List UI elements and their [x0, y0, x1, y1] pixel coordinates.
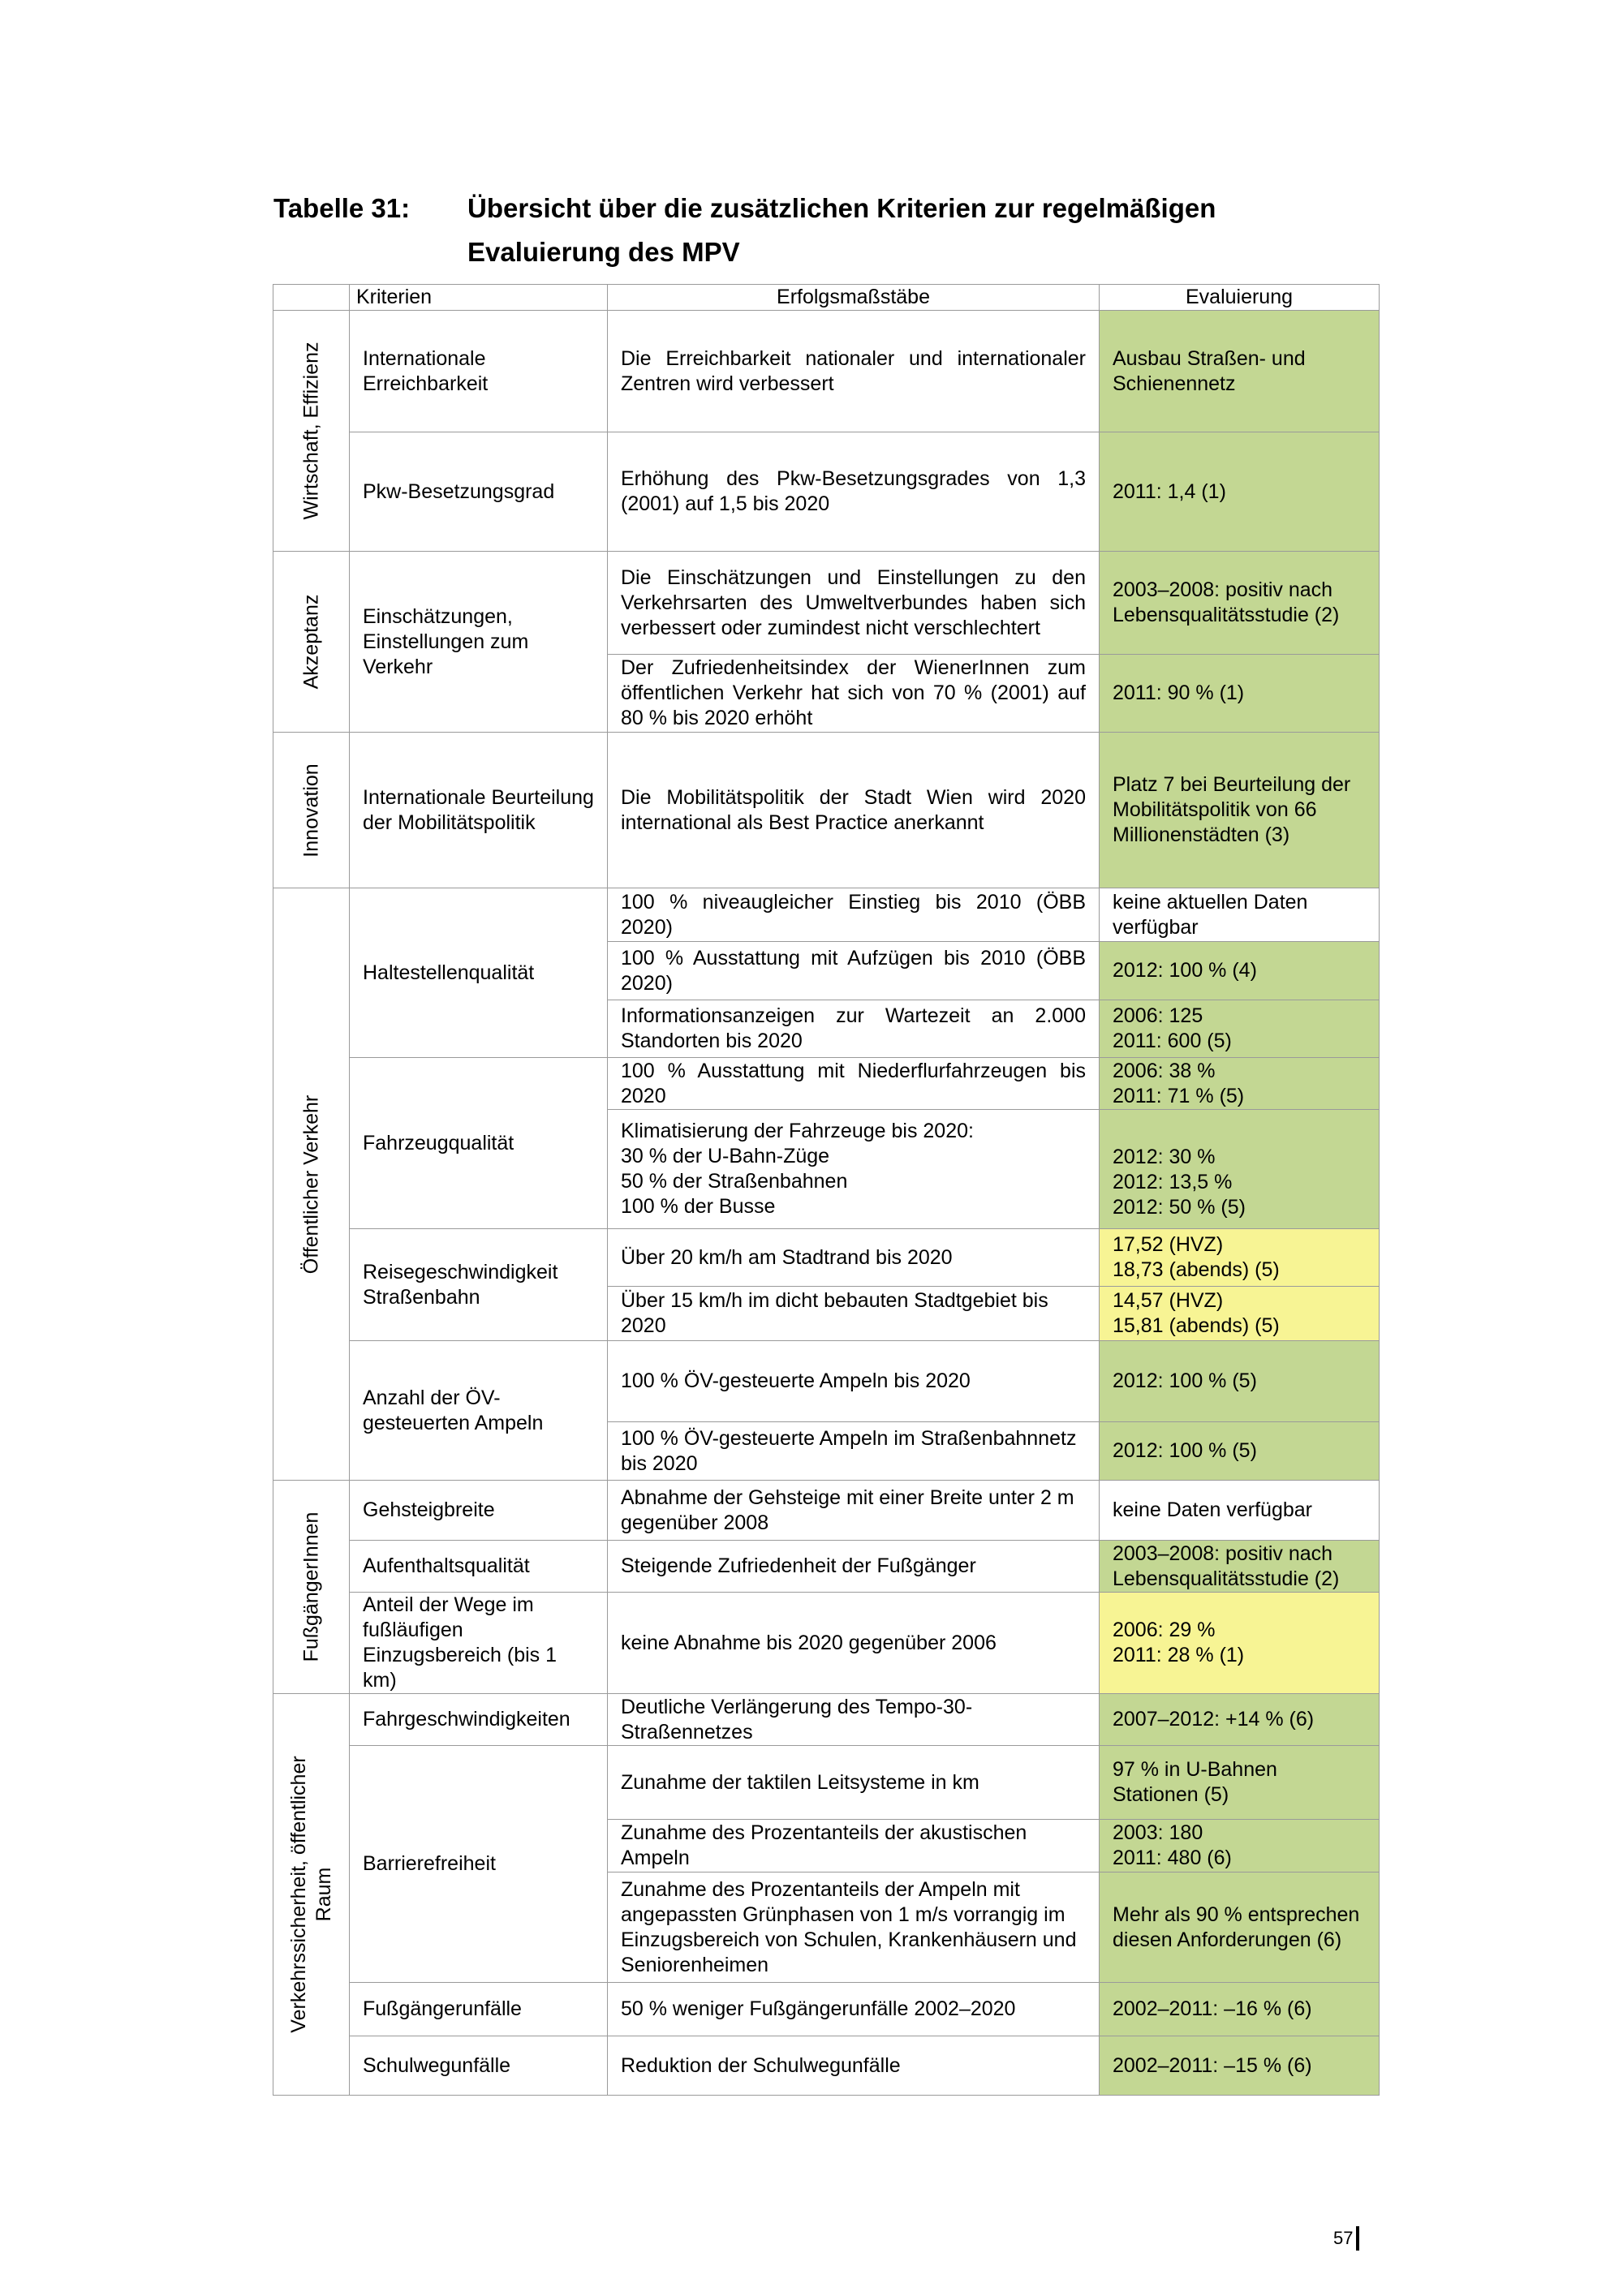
evaluation-cell: 2012: 100 % (4): [1100, 942, 1380, 1000]
evaluation-cell: [1100, 1058, 1380, 1110]
evaluation-cell: 2002–2011: –16 % (6): [1100, 1983, 1380, 2036]
evaluation-line: 2011: 71 % (5): [1113, 1084, 1245, 1107]
caption-label: Tabelle 31:: [273, 193, 411, 223]
measure-cell: Informationsanzeigen zur Wartezeit an 2.000 Standorten bis 2020: [608, 1000, 1100, 1058]
measure-cell: [608, 1110, 1100, 1229]
measure-cell: Erhöhung des Pkw-Besetzungsgrades von 1,3 (2001) auf 1,5 bis 2020: [608, 432, 1100, 552]
evaluation-line: 2011: 600 (5): [1113, 1030, 1232, 1052]
category-oev: Öffentlicher Verkehr: [273, 888, 350, 1481]
measure-cell: 50 % weniger Fußgängerunfälle 2002–2020: [608, 1983, 1100, 2036]
criterion-cell: Barrierefreiheit: [350, 1746, 608, 1983]
criterion-cell: Anzahl der ÖV-gesteuerten Ampeln: [350, 1341, 608, 1481]
category-sicherheit: [273, 1694, 350, 2096]
criterion-cell: Fahrzeugqualität: [350, 1058, 608, 1229]
criterion-cell: Anteil der Wege im fußläufigen Einzugsbereich (bis 1 km): [350, 1593, 608, 1694]
category-innovation: Innovation: [273, 733, 350, 888]
category-akzeptanz: Akzeptanz: [273, 552, 350, 733]
table-row: [273, 552, 1380, 655]
measure-line: Klimatisierung der Fahrzeuge bis 2020:: [621, 1120, 974, 1142]
evaluation-line: 2012: 50 % (5): [1113, 1196, 1246, 1219]
evaluation-cell: 2003–2008: positiv nach Lebensqualitätsstudie (2): [1100, 1541, 1380, 1593]
criterion-cell: Pkw-Besetzungsgrad: [350, 432, 608, 552]
category-fussgaenger: FußgängerInnen: [273, 1481, 350, 1694]
evaluation-line: 2011: 28 % (1): [1113, 1644, 1245, 1666]
evaluation-cell: Ausbau Straßen- und Schienennetz: [1100, 311, 1380, 432]
criterion-cell: Reisegeschwindigkeit Straßenbahn: [350, 1229, 608, 1341]
criteria-table: [273, 284, 1380, 2096]
measure-cell: keine Abnahme bis 2020 gegenüber 2006: [608, 1593, 1100, 1694]
measure-cell: Zunahme des Prozentanteils der akustischen Ampeln: [608, 1820, 1100, 1872]
table-header-row: [273, 285, 1380, 311]
evaluation-line: 14,57 (HVZ): [1113, 1289, 1224, 1312]
evaluation-cell: 2002–2011: –15 % (6): [1100, 2036, 1380, 2096]
criterion-cell: Internationale Beurteilung der Mobilitätspolitik: [350, 733, 608, 888]
criterion-cell: Fußgängerunfälle: [350, 1983, 608, 2036]
table-row: [273, 1694, 1380, 1746]
evaluation-cell: 2011: 1,4 (1): [1100, 432, 1380, 552]
measure-cell: Die Erreichbarkeit nationaler und internationaler Zentren wird verbessert: [608, 311, 1100, 432]
criterion-cell: Haltestellenqualität: [350, 888, 608, 1058]
evaluation-cell: Mehr als 90 % entsprechen diesen Anforderungen (6): [1100, 1872, 1380, 1983]
evaluation-cell: 2012: 100 % (5): [1100, 1422, 1380, 1481]
criterion-cell: Aufenthaltsqualität: [350, 1541, 608, 1593]
header-erfolgsmassstaebe: Erfolgsmaßstäbe: [608, 285, 1100, 311]
page-number: 57: [1333, 2226, 1359, 2251]
table-row: [273, 311, 1380, 432]
measure-cell: Zunahme der taktilen Leitsysteme in km: [608, 1746, 1100, 1820]
table-row: [273, 888, 1380, 942]
table-row: [273, 1481, 1380, 1541]
evaluation-line: 2006: 29 %: [1113, 1619, 1216, 1641]
evaluation-line: 15,81 (abends) (5): [1113, 1314, 1280, 1337]
measure-cell: Steigende Zufriedenheit der Fußgänger: [608, 1541, 1100, 1593]
measure-cell: Die Mobilitätspolitik der Stadt Wien wird 2020 international als Best Practice anerkannt: [608, 733, 1100, 888]
evaluation-cell: 2007–2012: +14 % (6): [1100, 1694, 1380, 1746]
evaluation-line: 17,52 (HVZ): [1113, 1233, 1224, 1256]
evaluation-cell: 2003–2008: positiv nach Lebensqualitätsstudie (2): [1100, 552, 1380, 655]
caption-title-line-2: Evaluierung des MPV: [467, 237, 740, 267]
table-row: [273, 1746, 1380, 1820]
measure-cell: Zunahme des Prozentanteils der Ampeln mit angepassten Grünphasen von 1 m/s vorrangig im Einzugsbereich von Schulen, Krankenhäusern und Seniorenheimen: [608, 1872, 1100, 1983]
table-row: [273, 733, 1380, 888]
evaluation-cell: [1100, 1000, 1380, 1058]
evaluation-cell: keine aktuellen Daten verfügbar: [1100, 888, 1380, 942]
criterion-cell: Gehsteigbreite: [350, 1481, 608, 1541]
measure-cell: 100 % Ausstattung mit Niederflurfahrzeugen bis 2020: [608, 1058, 1100, 1110]
measure-cell: Der Zufriedenheitsindex der WienerInnen zum öffentlichen Verkehr hat sich von 70 % (2001) auf 80 % bis 2020 erhöht: [608, 655, 1100, 733]
evaluation-line: 2006: 38 %: [1113, 1059, 1216, 1082]
measure-cell: Deutliche Verlängerung des Tempo-30-Straßennetzes: [608, 1694, 1100, 1746]
measure-cell: 100 % ÖV-gesteuerte Ampeln bis 2020: [608, 1341, 1100, 1422]
measure-cell: Reduktion der Schulwegunfälle: [608, 2036, 1100, 2096]
header-evaluierung: Evaluierung: [1100, 285, 1380, 311]
evaluation-cell: [1100, 1593, 1380, 1694]
table-row: [273, 1593, 1380, 1694]
table-row: [273, 1341, 1380, 1422]
criterion-cell: Schulwegunfälle: [350, 2036, 608, 2096]
measure-cell: Abnahme der Gehsteige mit einer Breite unter 2 m gegenüber 2008: [608, 1481, 1100, 1541]
evaluation-line: 2006: 125: [1113, 1004, 1203, 1027]
evaluation-cell: [1100, 1229, 1380, 1287]
evaluation-line: 2011: 480 (6): [1113, 1847, 1232, 1869]
category-wirtschaft: Wirtschaft, Effizienz: [273, 311, 350, 552]
measure-cell: 100 % Ausstattung mit Aufzügen bis 2010 (ÖBB 2020): [608, 942, 1100, 1000]
header-kriterien: Kriterien: [350, 285, 608, 311]
table-row: [273, 1983, 1380, 2036]
table-row: [273, 1541, 1380, 1593]
table-row: [273, 1058, 1380, 1110]
evaluation-line: 2012: 13,5 %: [1113, 1171, 1233, 1193]
category-sicherheit-line-1: Verkehrssicherheit, öffentlicher: [286, 1756, 310, 2033]
measure-line: 30 % der U-Bahn-Züge: [621, 1145, 830, 1167]
evaluation-line: 2012: 30 %: [1113, 1146, 1216, 1168]
header-empty: [273, 285, 350, 311]
measure-cell: 100 % ÖV-gesteuerte Ampeln im Straßenbahnnetz bis 2020: [608, 1422, 1100, 1481]
measure-cell: Über 20 km/h am Stadtrand bis 2020: [608, 1229, 1100, 1287]
criterion-cell: Internationale Erreichbarkeit: [350, 311, 608, 432]
table-row: [273, 2036, 1380, 2096]
measure-cell: Über 15 km/h im dicht bebauten Stadtgebiet bis 2020: [608, 1287, 1100, 1341]
category-sicherheit-line-2: Raum: [312, 1867, 335, 1922]
table-row: [273, 432, 1380, 552]
evaluation-line: 2003: 180: [1113, 1821, 1203, 1844]
evaluation-cell: keine Daten verfügbar: [1100, 1481, 1380, 1541]
measure-cell: Die Einschätzungen und Einstellungen zu den Verkehrsarten des Umweltverbundes haben sich verbessert oder zumindest nicht verschlechtert: [608, 552, 1100, 655]
evaluation-cell: 97 % in U-Bahnen Stationen (5): [1100, 1746, 1380, 1820]
measure-cell: 100 % niveaugleicher Einstieg bis 2010 (ÖBB 2020): [608, 888, 1100, 942]
evaluation-cell: [1100, 1820, 1380, 1872]
evaluation-cell: 2012: 100 % (5): [1100, 1341, 1380, 1422]
criterion-cell: Einschätzungen, Einstellungen zum Verkehr: [350, 552, 608, 733]
caption-title-line-1: Übersicht über die zusätzlichen Kriterien zur regelmäßigen: [467, 193, 1216, 223]
evaluation-cell: Platz 7 bei Beurteilung der Mobilitätspolitik von 66 Millionenstädten (3): [1100, 733, 1380, 888]
evaluation-cell: 2011: 90 % (1): [1100, 655, 1380, 733]
evaluation-cell: [1100, 1110, 1380, 1229]
measure-line: 50 % der Straßenbahnen: [621, 1170, 848, 1193]
caption-title: [467, 187, 1401, 274]
table-row: [273, 1229, 1380, 1287]
evaluation-line: 18,73 (abends) (5): [1113, 1258, 1280, 1281]
measure-line: 100 % der Busse: [621, 1195, 776, 1218]
evaluation-cell: [1100, 1287, 1380, 1341]
criterion-cell: Fahrgeschwindigkeiten: [350, 1694, 608, 1746]
